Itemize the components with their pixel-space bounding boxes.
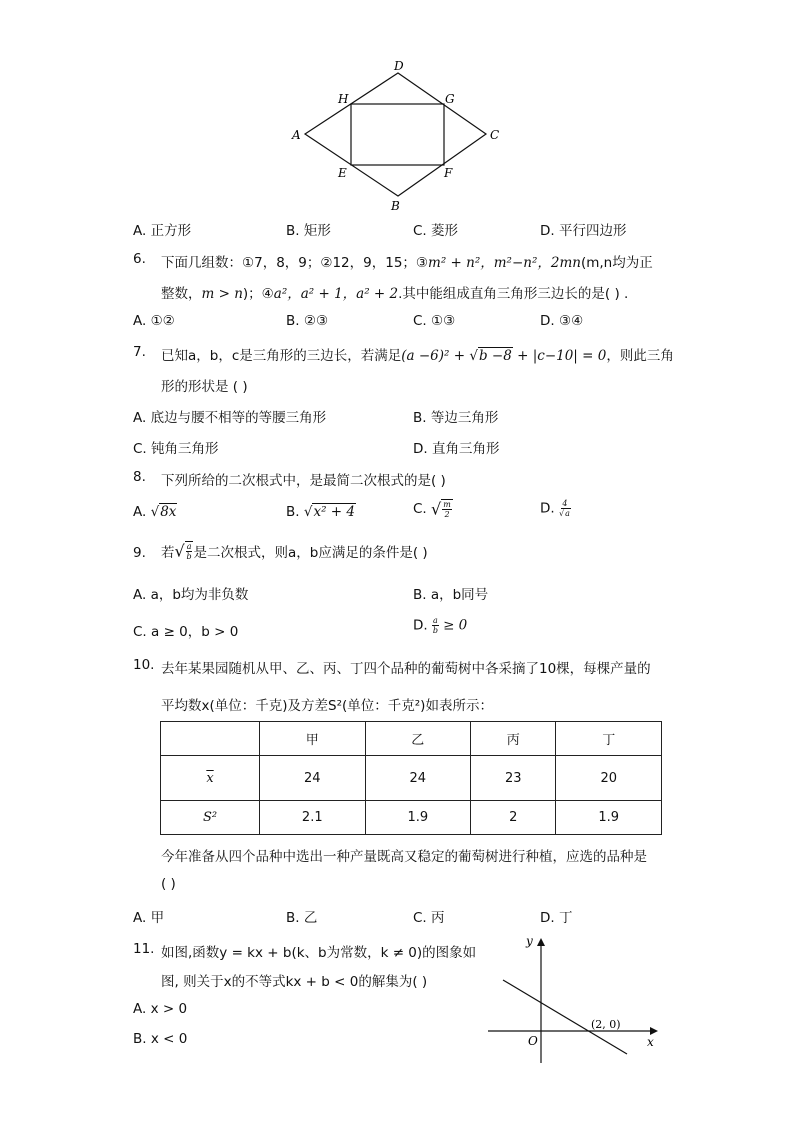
q9-option-d-denominator: b <box>432 626 438 635</box>
q6-line2-text-b: )；④ <box>242 286 274 302</box>
label-H: H <box>338 92 349 106</box>
label-B: B <box>391 199 400 213</box>
q11-number: 11. <box>133 941 155 957</box>
q8-option-c-fraction <box>441 499 453 519</box>
q8-option-d-prefix: D. <box>540 500 555 517</box>
q6-line2-text-a: 整数， <box>161 286 202 302</box>
q7-line1-text-a: 已知a，b，c是三角形的三边长，若满足 <box>161 348 402 364</box>
table-header-cell <box>161 722 260 756</box>
q5-option-c: C. 菱形 <box>413 223 459 239</box>
q10-line3: 今年准备从四个品种中选出一种产量既高又稳定的葡萄树进行种植，应选的品种是 <box>161 849 647 865</box>
data-table <box>160 721 662 835</box>
q8-option-d-numerator: 4 <box>562 499 568 508</box>
q8-option-b-prefix: B. <box>286 504 300 520</box>
q9-fraction-denominator: b <box>186 552 192 561</box>
q8-option-d-radicand: a <box>565 509 570 518</box>
intercept-label: (2, 0) <box>591 1018 621 1031</box>
q9-option-d-numerator: a <box>432 616 438 625</box>
q6-option-a: A. ①② <box>133 313 175 329</box>
q8-stem: 下列所给的二次根式中，是最简二次根式的是( ) <box>161 473 446 489</box>
q8-option-a-prefix: A. <box>133 504 147 520</box>
q10-line4: ( ) <box>161 876 176 892</box>
q8-option-c-numerator: m <box>443 500 451 509</box>
label-D: D <box>394 59 404 73</box>
q9-option-d-fraction <box>432 616 439 635</box>
q9-option-c: C. a ≥ 0，b > 0 <box>133 624 239 640</box>
table-cell: 2.1 <box>260 801 366 835</box>
q10-option-c: C. 丙 <box>413 910 445 926</box>
q8-option-a-radicand: 8x <box>160 504 177 520</box>
q11-line2: 图, 则关于x的不等式kx + b < 0的解集为( ) <box>161 974 428 990</box>
rhombus-outline <box>305 73 486 196</box>
label-A: A <box>292 128 301 142</box>
table-row <box>161 756 662 801</box>
y-axis-arrow <box>537 938 545 946</box>
q6-option-c: C. ①③ <box>413 313 456 329</box>
q7-option-a: A. 底边与腰不相等的等腰三角形 <box>133 410 327 426</box>
table-row-label: S² <box>161 801 260 835</box>
linear-function-graph <box>485 928 665 1068</box>
q6-option-d: D. ③④ <box>540 313 584 329</box>
q7-option-c: C. 钝角三角形 <box>133 441 219 457</box>
table-header-row <box>161 722 662 756</box>
q11-option-b: B. x < 0 <box>133 1031 188 1047</box>
q9-option-d-tail: ≥ 0 <box>443 617 468 634</box>
q7-option-b: B. 等边三角形 <box>413 410 499 426</box>
q5-option-d: D. 平行四边形 <box>540 223 627 239</box>
q8-option-b-radicand: x² + 4 <box>313 504 355 520</box>
q10-option-a: A. 甲 <box>133 910 165 926</box>
inner-rectangle <box>351 104 444 165</box>
q9-option-d <box>413 616 467 635</box>
q6-line2-expr2: a²，a² + 1，a² + 2 <box>273 286 399 302</box>
q11-option-a: A. x > 0 <box>133 1001 188 1017</box>
sqrt-sign: √ <box>303 504 313 520</box>
q6-line1-text-b: (m,n均为正 <box>580 255 653 271</box>
q6-line1 <box>161 251 653 271</box>
table-cell: 20 <box>556 756 662 801</box>
sqrt-sign: √ <box>469 348 478 364</box>
label-E: E <box>338 166 347 180</box>
q10-number: 10. <box>133 657 155 673</box>
rhombus-figure <box>285 52 510 217</box>
y-axis-label: y <box>526 934 533 948</box>
q8-option-c <box>413 499 453 519</box>
q10-option-d: D. 丁 <box>540 910 573 926</box>
sqrt-sign: √ <box>174 541 185 561</box>
table-header-cell: 丙 <box>471 722 556 756</box>
q8-option-a <box>133 504 177 520</box>
q6-line2 <box>161 282 628 302</box>
x-axis-label: x <box>647 1035 654 1049</box>
q9-option-a: A. a，b均为非负数 <box>133 587 249 603</box>
table-header-cell: 甲 <box>260 722 366 756</box>
x-axis-arrow <box>650 1027 658 1035</box>
function-line <box>503 980 627 1054</box>
table-cell: 1.9 <box>556 801 662 835</box>
q7-expr-sqrt: b −8 <box>478 348 512 364</box>
q7-expr-b: + |c−10| = 0 <box>512 348 607 364</box>
q7-expr-a: (a −6)² + <box>401 348 470 364</box>
label-F: F <box>444 166 453 180</box>
q9-option-d-prefix: D. <box>413 617 428 634</box>
q9-option-b: B. a，b同号 <box>413 587 489 603</box>
q6-line2-text-c: .其中能组成直角三角形三边长的是( ) . <box>398 286 629 302</box>
table-cell: 2 <box>471 801 556 835</box>
q9-fraction-numerator: a <box>186 542 192 551</box>
q6-line2-expr: m > n <box>201 286 243 302</box>
sqrt-sign: √ <box>150 504 160 520</box>
q7-line2: 形的形状是 ( ) <box>161 379 248 395</box>
q8-option-b <box>286 504 356 520</box>
table-header-cell: 乙 <box>365 722 471 756</box>
q8-option-c-prefix: C. <box>413 501 427 517</box>
q8-option-d <box>540 499 571 518</box>
q9-stem-a: 若 <box>161 545 175 561</box>
q10-line2: 平均数x(单位：千克)及方差S²(单位：千克²)如表所示： <box>161 698 493 714</box>
origin-label: O <box>528 1034 538 1048</box>
q6-line1-text-a: 下面几组数：①7，8，9；②12，9，15；③ <box>161 255 429 271</box>
sqrt-sign: √ <box>431 499 442 519</box>
q8-option-d-fraction <box>559 499 571 518</box>
table-cell: 24 <box>260 756 366 801</box>
q9-number: 9. <box>133 545 146 561</box>
q8-option-c-denominator: 2 <box>444 510 450 519</box>
table-cell: 23 <box>471 756 556 801</box>
table-header-cell: 丁 <box>556 722 662 756</box>
q6-number: 6. <box>133 251 146 267</box>
table-cell: 24 <box>365 756 471 801</box>
q7-option-d: D. 直角三角形 <box>413 441 500 457</box>
q9-stem-b: 是二次根式，则a，b应满足的条件是( ) <box>193 545 428 561</box>
label-G: G <box>445 92 455 106</box>
q5-option-a: A. 正方形 <box>133 223 192 239</box>
q10-option-b: B. 乙 <box>286 910 318 926</box>
q9-stem <box>161 541 428 561</box>
q5-option-b: B. 矩形 <box>286 223 331 239</box>
q6-line1-expr: m² + n²，m²−n²，2mn <box>428 255 581 271</box>
q7-line1-text-b: ，则此三角 <box>606 348 674 364</box>
table-cell: 1.9 <box>365 801 471 835</box>
table-row <box>161 801 662 835</box>
q6-option-b: B. ②③ <box>286 313 329 329</box>
label-C: C <box>490 128 500 142</box>
q7-line1 <box>161 344 674 364</box>
q10-line1: 去年某果园随机从甲、乙、丙、丁四个品种的葡萄树中各采摘了10棵，每棵产量的 <box>161 661 651 677</box>
q11-line1: 如图,函数y = kx + b(k、b为常数，k ≠ 0)的图象如 <box>161 945 477 961</box>
table-row-label: $\overline{x}$ <box>161 756 260 801</box>
q8-option-d-denominator: √a <box>558 509 570 518</box>
q8-number: 8. <box>133 469 146 485</box>
q7-number: 7. <box>133 344 146 360</box>
